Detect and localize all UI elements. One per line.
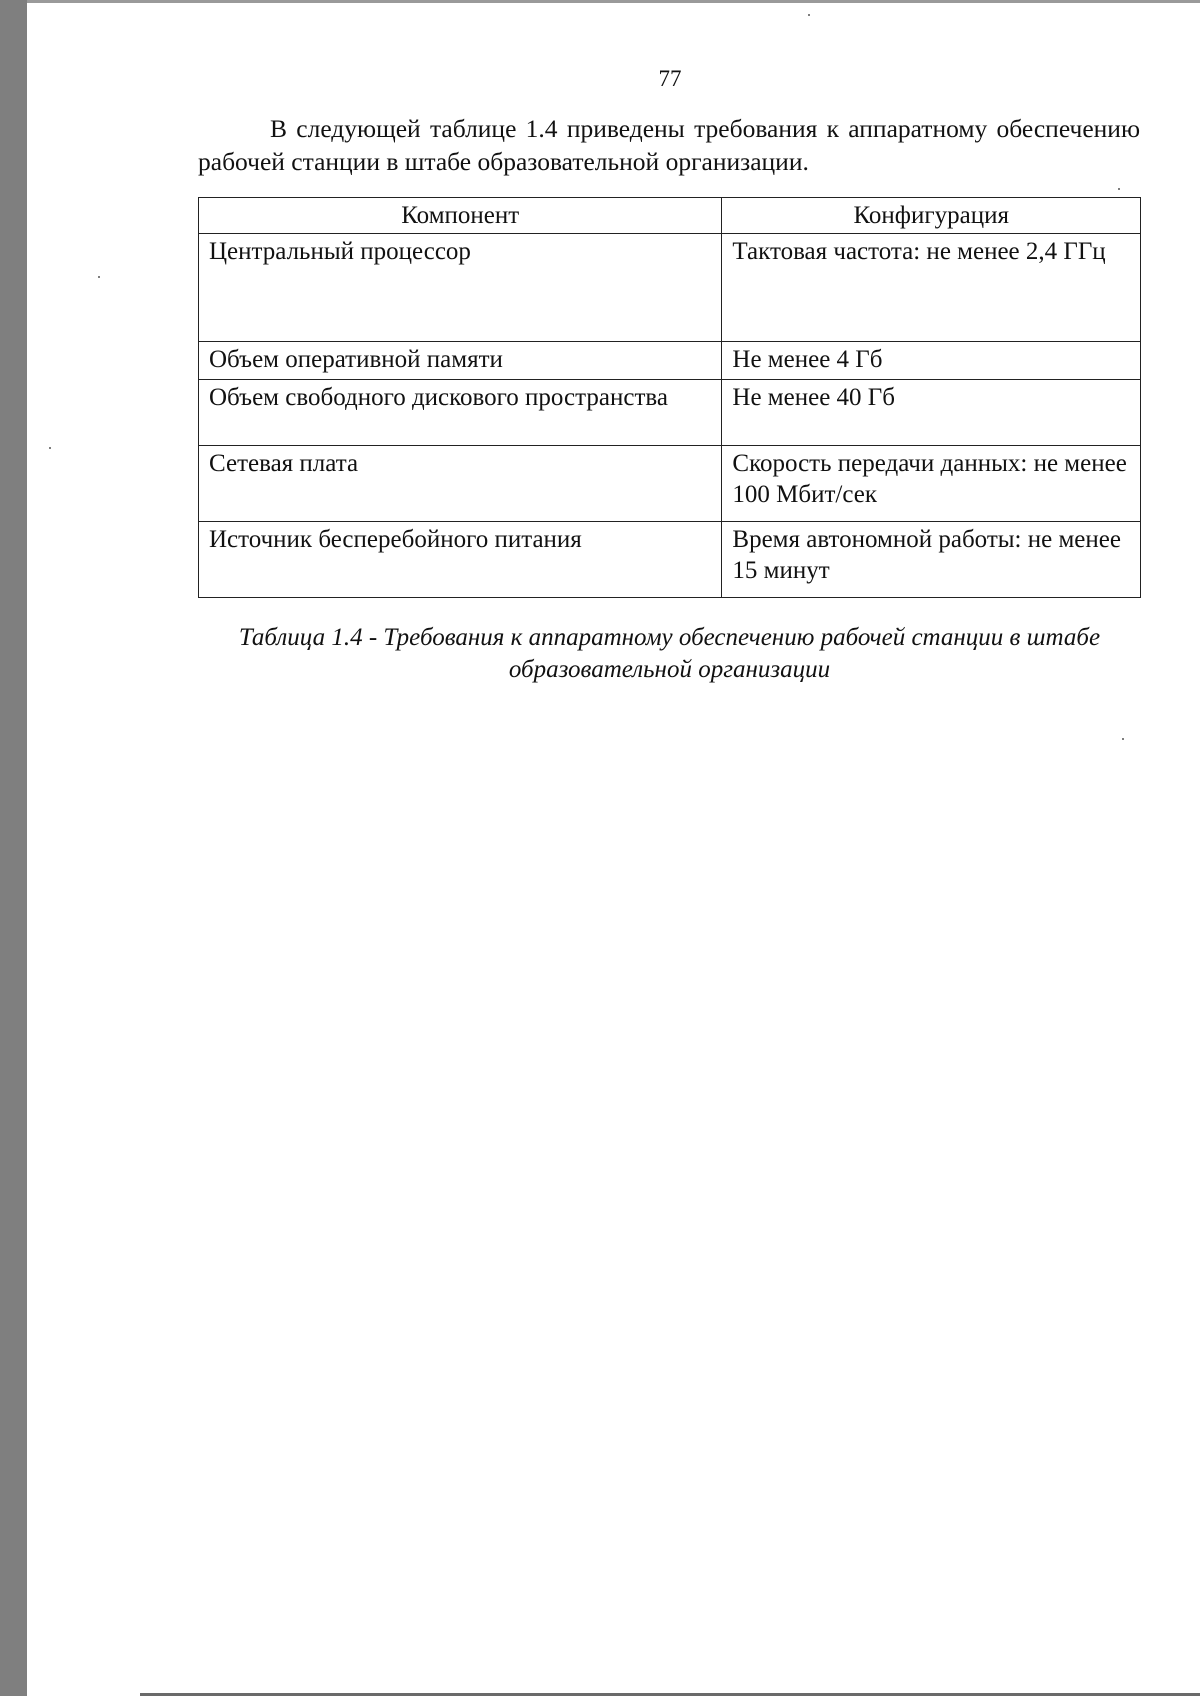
scan-speck bbox=[49, 447, 51, 449]
table-row bbox=[199, 234, 1141, 342]
component-cell: Сетевая плата bbox=[199, 446, 722, 522]
scan-edge bbox=[0, 0, 27, 1696]
configuration-cell: Тактовая частота: не менее 2,4 ГГц bbox=[722, 234, 1141, 342]
table-row bbox=[199, 522, 1141, 598]
scan-top-shade bbox=[27, 0, 1200, 3]
component-cell: Центральный процессор bbox=[199, 234, 722, 342]
configuration-cell: Скорость передачи данных: не менее 100 Мбит/сек bbox=[722, 446, 1141, 522]
intro-paragraph: В следующей таблице 1.4 приведены требования к аппаратному обеспечению рабочей станции в штабе образовательной организации. bbox=[198, 114, 1140, 176]
scan-speck bbox=[1122, 738, 1124, 740]
scan-speck bbox=[808, 14, 810, 16]
table-row bbox=[199, 380, 1141, 446]
configuration-cell: Время автономной работы: не менее 15 минут bbox=[722, 522, 1141, 598]
configuration-cell: Не менее 40 Гб bbox=[722, 380, 1141, 446]
header-component: Компонент bbox=[199, 198, 722, 234]
component-cell: Источник бесперебойного питания bbox=[199, 522, 722, 598]
scan-speck bbox=[98, 276, 100, 278]
scan-speck bbox=[1118, 188, 1120, 190]
hardware-requirements-table bbox=[198, 197, 1141, 598]
table-caption: Таблица 1.4 - Требования к аппаратному обеспечению рабочей станции в штабе образовательной организации bbox=[238, 624, 1101, 683]
table-row bbox=[199, 446, 1141, 522]
table-header-row bbox=[199, 198, 1141, 234]
table-row bbox=[199, 342, 1141, 380]
component-cell: Объем оперативной памяти bbox=[199, 342, 722, 380]
configuration-cell: Не менее 4 Гб bbox=[722, 342, 1141, 380]
component-cell: Объем свободного дискового пространства bbox=[199, 380, 722, 446]
header-configuration: Конфигурация bbox=[722, 198, 1141, 234]
page-number: 77 bbox=[658, 66, 682, 91]
